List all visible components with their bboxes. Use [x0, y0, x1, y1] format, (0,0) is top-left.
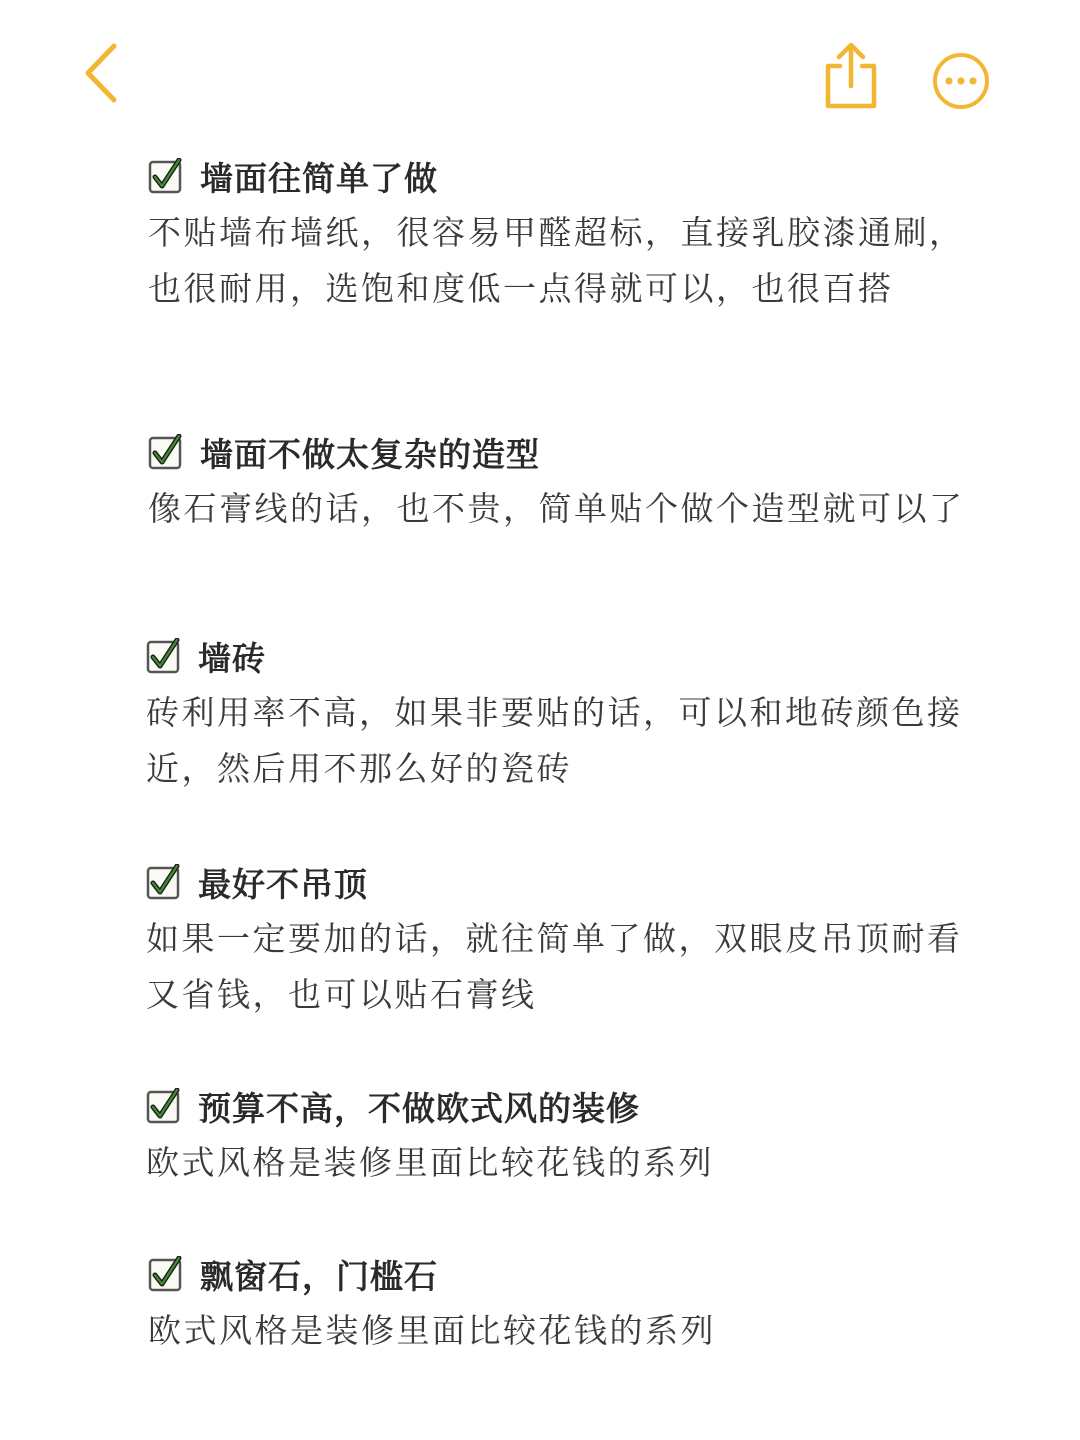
item-header: [146, 1082, 966, 1130]
item-title: 墙面往简单了做: [200, 158, 438, 198]
item-header: [148, 428, 968, 476]
note-item: [146, 1082, 966, 1191]
check-mark-icon: [148, 1256, 184, 1292]
item-title: 墙砖: [198, 638, 266, 678]
item-header: [148, 152, 968, 200]
check-mark-icon: [148, 158, 184, 194]
check-mark-icon: [146, 864, 182, 900]
item-title: 墙面不做太复杂的造型: [200, 434, 540, 474]
item-header: [146, 858, 966, 906]
item-body: 如果一定要加的话，就往简单了做，双眼皮吊顶耐看又省钱，也可以贴石膏线: [146, 919, 963, 1014]
note-item: [148, 428, 968, 537]
item-title: 最好不吊顶: [198, 864, 368, 904]
item-body: 像石膏线的话，也不贵，简单贴个做个造型就可以了: [148, 489, 965, 528]
item-body: 欧式风格是装修里面比较花钱的系列: [146, 1143, 714, 1182]
note-item: [146, 632, 966, 797]
note-item: [148, 1250, 968, 1359]
item-body: 不贴墙布墙纸，很容易甲醛超标，直接乳胶漆通刷，也很耐用，选饱和度低一点得就可以，也很百搭: [148, 213, 965, 308]
item-body: 砖利用率不高，如果非要贴的话，可以和地砖颜色接近，然后用不那么好的瓷砖: [146, 693, 963, 788]
check-mark-icon: [146, 638, 182, 674]
item-body: 欧式风格是装修里面比较花钱的系列: [148, 1311, 716, 1350]
note-item: [146, 858, 966, 1023]
item-header: [146, 632, 966, 680]
item-header: [148, 1250, 968, 1298]
item-title: 飘窗石，门槛石: [200, 1256, 438, 1296]
item-title: 预算不高，不做欧式风的装修: [198, 1088, 640, 1128]
check-mark-icon: [148, 434, 184, 470]
note-item: [148, 152, 968, 317]
check-mark-icon: [146, 1088, 182, 1124]
